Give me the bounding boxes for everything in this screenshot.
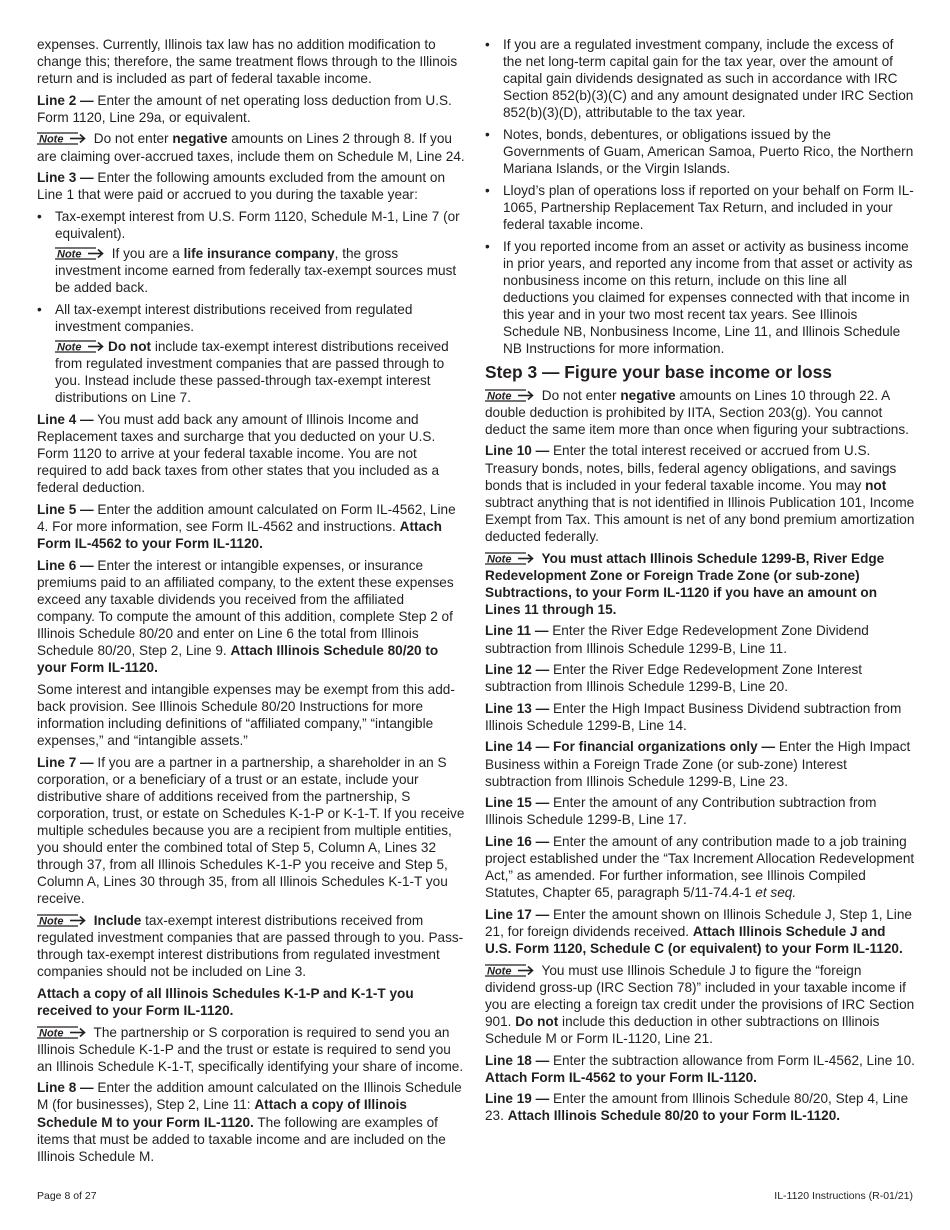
line-6-instruction: Line 6 — Enter the interest or intangible expenses, or insurance premiums paid to an affiliated company, to the extent these expenses exceed any taxable dividends you received from the affiliated company. To compute the amount of this addition, complete Step 2 of Illinois Schedule 80/20 and enter on Line 6 the total from Illinois Schedule 80/20, Step 2, Line 9. Attach Illinois Schedule 80/20 to your Form IL-1120. — [37, 557, 454, 676]
form-identifier: IL-1120 Instructions (R-01/21) — [774, 1190, 913, 1202]
svg-text:Note: Note — [487, 553, 512, 565]
line-15-instruction: Line 15 — Enter the amount of any Contribution subtraction from Illinois Schedule 1299-B, Line 17. — [485, 795, 877, 828]
list-item: • Notes, bonds, debentures, or obligations issued by the Governments of Guam, American Samoa, Puerto Rico, the Northern Mariana Islands, or the Virgin Islands. — [485, 126, 915, 177]
note-icon — [37, 914, 87, 927]
line-8-instruction: Line 8 — Enter the addition amount calculated on the Illinois Schedule M (for businesses), Step 2, Line 11: Attach a copy of Illinois Schedule M to your Form IL-1120. The following are examples of items that must be added to taxable income and are included on the Illinois Schedule M. — [37, 1080, 462, 1164]
schedule-m-items-list — [485, 36, 915, 357]
svg-text:Note: Note — [57, 248, 82, 261]
paragraph-80-20-exempt: Some interest and intangible expenses may be exempt from this add-back provision. See Illinois Schedule 80/20 Instructions for more information including definitions of “affiliated company,” “intangible expenses,” and “intangible assets.” — [37, 681, 455, 749]
step-3-heading: Step 3 — Figure your base income or loss — [485, 361, 832, 382]
list-item: • If you reported income from an asset or activity as business income in prior years, and reported any income from that asset or activity as nonbusiness income on this return, include on this line all deductions you claimed for expenses connected with that income in this year and in your two most recent tax years. See Illinois Schedule NB, Nonbusiness Income, Line 11, and Illinois Schedule NB Instructions for more information. — [485, 238, 915, 358]
line-19-instruction: Line 19 — Enter the amount from Illinois Schedule 80/20, Step 4, Line 23. Attach Illinois Schedule 80/20 to your Form IL-1120. — [485, 1091, 909, 1124]
svg-text:Note: Note — [39, 915, 64, 927]
note-do-not-include: Note Do not include tax-exempt interest distributions received from regulated investment companies that are passed through to you. Instead include these passed-through tax-exempt interest distributions on Line 7. — [55, 339, 449, 406]
note-icon — [55, 247, 105, 260]
line-11-instruction: Line 11 — Enter the River Edge Redevelopment Zone Dividend subtraction from Illinois Schedule 1299-B, Line 11. — [485, 623, 869, 656]
line-7-instruction: Line 7 — If you are a partner in a partnership, a shareholder in an S corporation, or a beneficiary of a trust or an estate, include your distributive share of additions received from the partnership, S corporation, trust, or estate on Schedules K-1-P or K-1-T. If you receive multiple schedules because you are a recipient from multiple entities, you should enter the combined total of Step 5, Column A, Lines 32 through 37, from all Illinois Schedules K-1-P you receive and Step 5, Column A, Lines 30 through 35, from all Illinois Schedules K-1-T you receive. — [37, 754, 465, 907]
line-2-instruction: Line 2 — Enter the amount of net operating loss deduction from U.S. Form 1120, Line 29a, or equivalent. — [37, 92, 452, 125]
list-item: • Tax-exempt interest from U.S. Form 1120, Schedule M-1, Line 7 (or equivalent). Note If you are a life insurance company, the gross investment income earned from federally tax-exempt sources must be added back. — [37, 208, 465, 296]
note-icon — [37, 1026, 87, 1039]
note-icon — [485, 389, 535, 402]
left-column — [37, 36, 465, 1169]
note-include-tax-exempt: Note Include tax-exempt interest distributions received from regulated investment companies that are passed through to you. Pass-through tax-exempt interest distributions from regulated investment companies should not be included on Line 3. — [37, 913, 464, 980]
line-3-instruction: Line 3 — Enter the following amounts excluded from the amount on Line 1 that were paid or accrued to you during the taxable year: — [37, 170, 446, 203]
svg-text:Note: Note — [39, 133, 64, 146]
note-icon — [37, 132, 87, 145]
list-item: • All tax-exempt interest distributions received from regulated investment companies. Note Do not include tax-exempt interest distributions received from regulated investment companies that are passed through to you. Instead include these passed-through tax-exempt interest distributions on Line 7. — [37, 301, 465, 407]
list-item: • If you are a regulated investment company, include the excess of the net long-term capital gain for the tax year, over the amount of capital gain dividends designated as such in accordance with IRC Section 852(b)(3)(C) and any amount designated under IRC Section 852(b)(3)(D), attributable to the tax year. — [485, 36, 915, 121]
note-k1-required: Note The partnership or S corporation is required to send you an Illinois Schedule K-1-P and the trust or estate is required to send you an Illinois Schedule K-1-T, specifically identifying your share of income. — [37, 1024, 464, 1074]
note-schedule-j: Note You must use Illinois Schedule J to figure the “foreign dividend gross-up (IRC Section 78)” included in your taxable income if you are electing a foreign tax credit under the provisions of IRC Section 901. Do not include this deduction in other subtractions on Illinois Schedule M or Form IL-1120, Line 21. — [485, 962, 915, 1046]
line-4-instruction: Line 4 — You must add back any amount of Illinois Income and Replacement taxes and surcharge that you deducted on your U.S. Form 1120 to arrive at your federal taxable income. You are not required to add back taxes from other states that you included as a federal deduction. — [37, 411, 440, 496]
svg-text:Note: Note — [57, 341, 82, 353]
note-negative-lines-10-22: Note Do not enter negative amounts on Lines 10 through 22. A double deduction is prohibited by IITA, Section 203(g). You cannot deduct the same item more than once when figuring your subtractions. — [485, 387, 909, 437]
svg-text:Note: Note — [487, 390, 512, 402]
line-5-instruction: Line 5 — Enter the addition amount calculated on Form IL-4562, Line 4. For more information, see Form IL-4562 and instructions. Attach Form IL-4562 to your Form IL-1120. — [37, 501, 456, 552]
note-icon — [485, 552, 535, 565]
line-12-instruction: Line 12 — Enter the River Edge Redevelopment Zone Interest subtraction from Illinois Schedule 1299-B, Line 20. — [485, 662, 863, 695]
line-14-instruction: Line 14 — For financial organizations only — Enter the High Impact Business within a Foreign Trade Zone (or sub-zone) Interest subtraction from Illinois Schedule 1299-B, Line 23. — [485, 739, 911, 789]
note-negative-lines-2-8: Note Do not enter negative amounts on Lines 2 through 8. If you are claiming over-accrued taxes, include them on Schedule M, Line 24. — [37, 131, 465, 164]
svg-text:Note: Note — [39, 1027, 64, 1039]
line-17-instruction: Line 17 — Enter the amount shown on Illinois Schedule J, Step 1, Line 21, for foreign dividends received. Attach Illinois Schedule J and U.S. Form 1120, Schedule C (or equivalent) to your Form IL-1120. — [485, 906, 912, 956]
attach-k1-instruction: Attach a copy of all Illinois Schedules K-1-P and K-1-T you received to your Form IL-1120. — [37, 985, 414, 1018]
note-life-insurance: Note If you are a life insurance company, the gross investment income earned from federally tax-exempt sources must be added back. — [55, 246, 457, 296]
page-number: Page 8 of 27 — [37, 1190, 97, 1202]
note-icon — [485, 964, 535, 977]
line-16-instruction: Line 16 — Enter the amount of any contribution made to a job training project established under the “Tax Increment Allocation Redevelopment Act,” as amended. For further information, see Illinois Compiled Statutes, Chapter 65, paragraph 5/11-74.4-1 et seq. — [485, 833, 915, 901]
svg-text:Note: Note — [487, 965, 512, 977]
note-icon — [55, 340, 105, 353]
line-18-instruction: Line 18 — Enter the subtraction allowance from Form IL-4562, Line 10. Attach Form IL-4562 to your Form IL-1120. — [485, 1052, 915, 1085]
line-10-instruction: Line 10 — Enter the total interest received or accrued from U.S. Treasury bonds, notes, bills, federal agency obligations, and savings bonds that is included in your federal taxable income. You may not subtract anything that is not identified in Illinois Publication 101, Income Exempt from Tax. This amount is net of any bond premium amortization deducted federally. — [485, 443, 915, 544]
list-item: • Lloyd’s plan of operations loss if reported on your behalf on Form IL-1065, Partnership Replacement Tax Return, and included in your federal taxable income. — [485, 182, 915, 233]
line-13-instruction: Line 13 — Enter the High Impact Business Dividend subtraction from Illinois Schedule 1299-B, Line 14. — [485, 700, 902, 733]
paragraph-continued: expenses. Currently, Illinois tax law has no addition modification to change this; therefore, the same treatment flows through to the Illinois return and is included as part of federal taxable income. — [37, 37, 458, 87]
right-column — [485, 36, 915, 1129]
note-attach-1299-b: Note You must attach Illinois Schedule 1299-B, River Edge Redevelopment Zone or Foreign Trade Zone (or sub-zone) Subtractions, to your Form IL-1120 if you have an amount on Lines 11 through 15. — [485, 550, 885, 617]
line-3-list — [37, 208, 465, 407]
